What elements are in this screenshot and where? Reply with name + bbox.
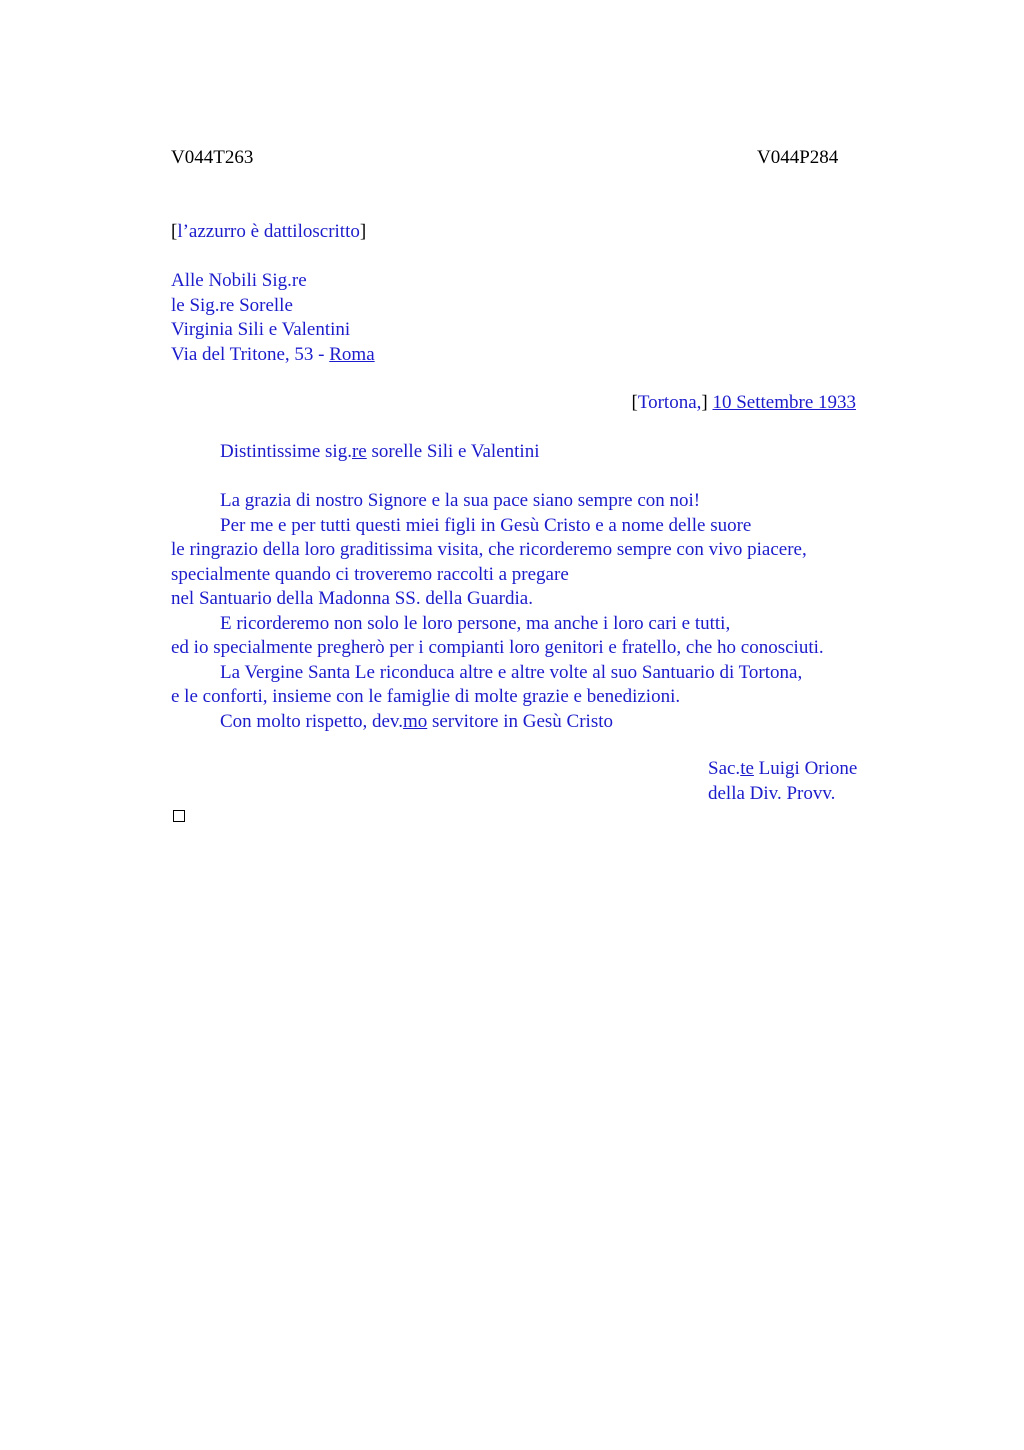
body-line: ed io specialmente pregherò per i compianti loro genitori e fratello, che ho conosciuti. <box>171 637 824 658</box>
signature <box>708 757 857 806</box>
signature-name-line <box>708 757 857 782</box>
city-text: Roma <box>329 343 375 365</box>
address-line: Virginia Sili e Valentini <box>171 319 351 340</box>
body-line: le ringrazio della loro graditissima visita, che ricorderemo sempre con vivo piacere, <box>171 539 807 560</box>
body-line: La Vergine Santa Le riconduca altre e altre volte al suo Santuario di Tortona, <box>220 661 803 683</box>
document-code-right: V044P284 <box>757 147 839 168</box>
street-text: Via del Tritone, 53 - <box>171 343 330 365</box>
letter-body <box>171 489 824 734</box>
body-line: nel Santuario della Madonna SS. della Guardia. <box>171 588 533 609</box>
dateline-date: 10 Settembre 1933 <box>712 392 856 413</box>
end-marker-box-icon <box>173 810 185 822</box>
dateline-place: Tortona, <box>637 392 702 413</box>
signature-prefix: Sac. <box>708 758 741 779</box>
dateline-close-bracket: ] <box>701 392 708 413</box>
signature-abbr: te <box>740 758 754 779</box>
salutation-prefix: Distintissime sig. <box>220 441 352 462</box>
closing-abbr: mo <box>402 710 428 732</box>
dateline-open-bracket: [ <box>631 392 638 413</box>
salutation <box>220 440 539 465</box>
signature-title-line: della Div. Provv. <box>708 782 836 804</box>
recipient-address <box>171 269 375 367</box>
salutation-abbr: re <box>351 441 367 462</box>
body-line: La grazia di nostro Signore e la sua pace siano sempre con noi! <box>220 490 701 511</box>
dateline <box>631 391 856 416</box>
body-line: Per me e per tutti questi miei figli in Gesù Cristo e a nome delle suore <box>220 514 752 536</box>
body-line: e le conforti, insieme con le famiglie di molte grazie e benedizioni. <box>171 686 681 707</box>
body-line: specialmente quando ci troveremo raccolti a pregare <box>171 563 569 585</box>
signature-suffix: Luigi Orione <box>753 758 858 779</box>
closing-line <box>171 710 824 735</box>
closing-suffix: servitore in Gesù Cristo <box>427 710 613 732</box>
closing-prefix: Con molto rispetto, dev. <box>220 710 403 732</box>
document-code-left: V044T263 <box>171 147 254 168</box>
note-close-bracket: ] <box>359 221 367 242</box>
address-line: Alle Nobili Sig.re <box>171 270 307 291</box>
address-line <box>171 343 375 368</box>
note-text: l’azzurro è dattiloscritto <box>177 221 360 242</box>
editorial-note <box>171 220 366 245</box>
salutation-suffix: sorelle Sili e Valentini <box>366 441 540 462</box>
address-line: le Sig.re Sorelle <box>171 294 293 316</box>
note-open-bracket: [ <box>171 221 178 242</box>
body-line: E ricorderemo non solo le loro persone, ma anche i loro cari e tutti, <box>220 612 731 634</box>
